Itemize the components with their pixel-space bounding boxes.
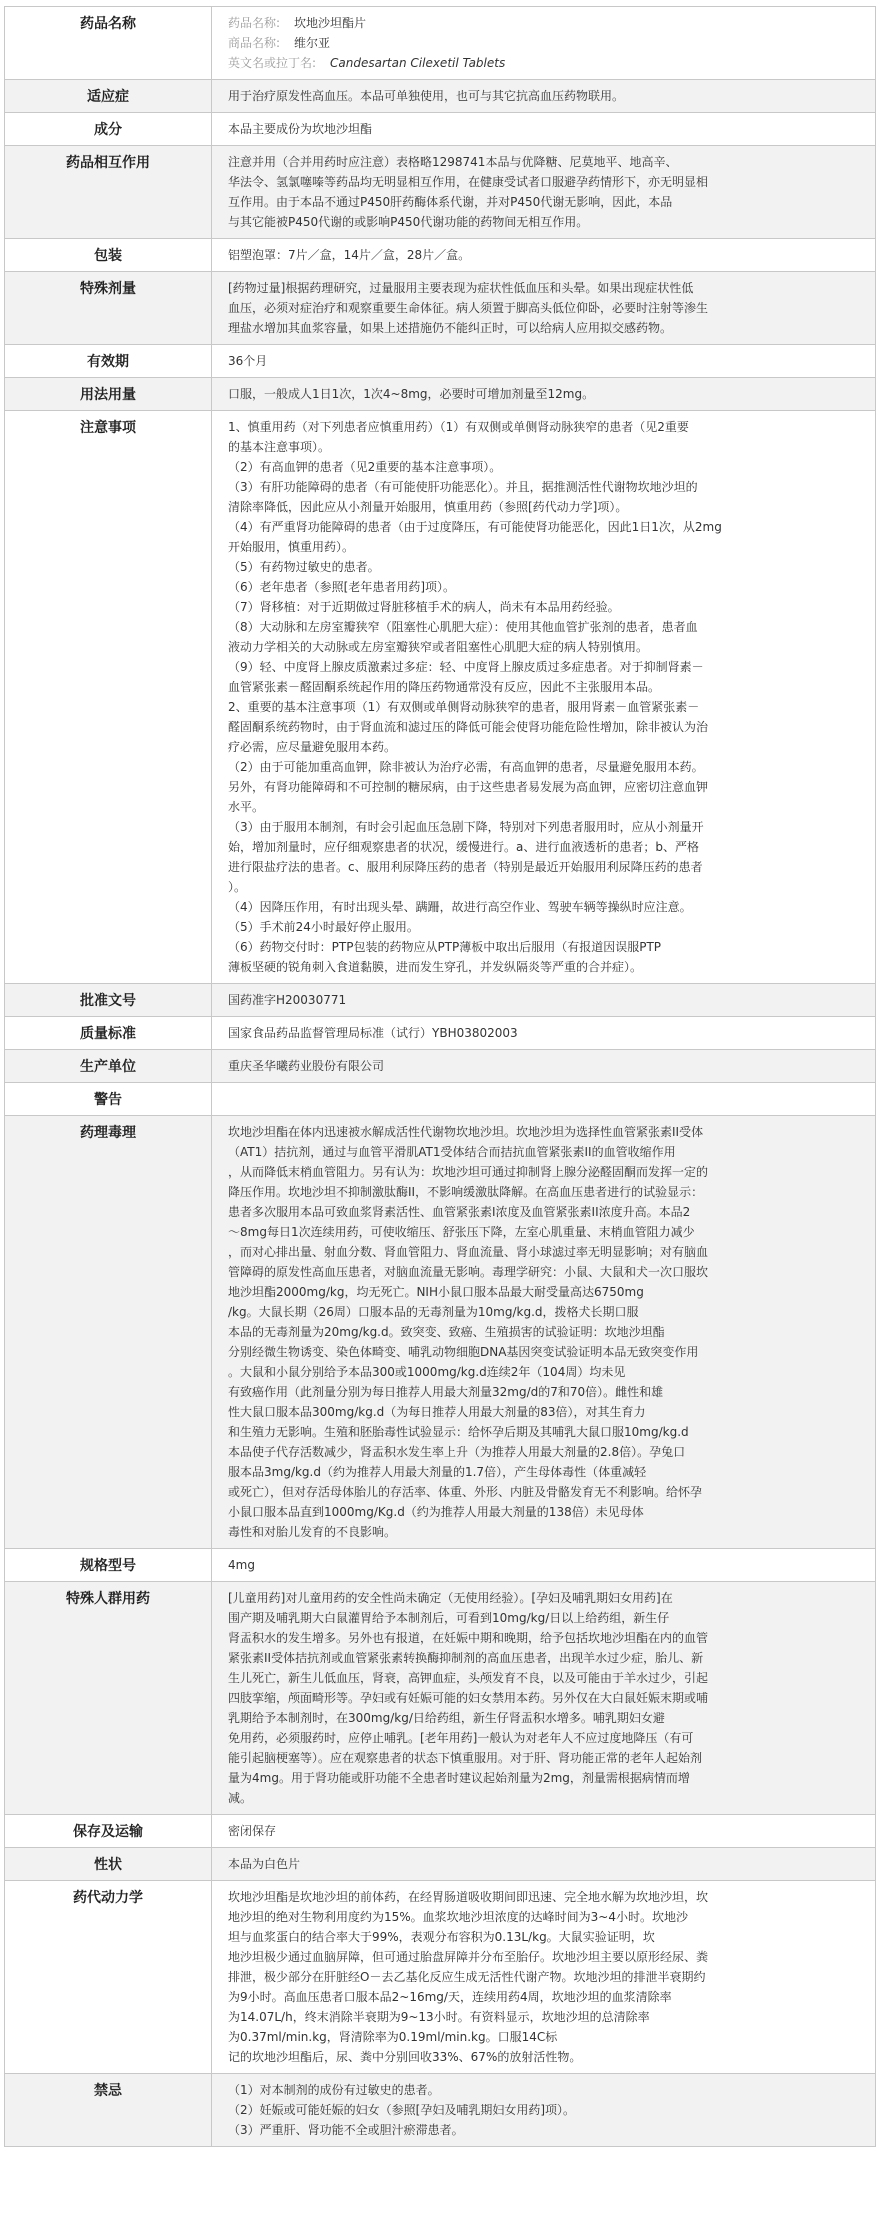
name-key: 英文名或拉丁名: [228,56,317,70]
text-line: （5）有药物过敏史的患者。 [228,560,380,574]
text-line: 减。 [228,1791,253,1805]
text-line: 记的坎地沙坦酯后，尿、粪中分别回收33%、67%的放射活性物。 [228,2050,582,2064]
text-line: 乳期给予本制剂时，在300mg/kg/日给药组，新生仔肾盂积水增多。哺乳期妇女避 [228,1711,665,1725]
row-value [212,80,876,113]
text-line: （1）对本制剂的成份有过敏史的患者。 [228,2083,440,2097]
text-line: 能引起脑梗塞等）。应在观察患者的状态下慎重服用。对于肝、肾功能正常的老年人起始剂 [228,1751,703,1765]
text-line: 地沙坦的绝对生物利用度约为15%。血浆坎地沙坦浓度的达峰时间为3~4小时。坎地沙 [228,1910,688,1924]
row-label: 禁忌 [5,2074,212,2147]
text-line: 水平。 [228,800,265,814]
row-label: 注意事项 [5,411,212,984]
text-line: （8）大动脉和左房室瓣狭窄（阻塞性心肌肥大症）：使用其他血管扩张剂的患者，患者血 [228,620,698,634]
spec-row-contraindications [5,2074,876,2147]
row-value [212,984,876,1017]
row-value [212,1017,876,1050]
row-value [212,1582,876,1815]
row-label: 特殊剂量 [5,272,212,345]
spec-row-pharmacokinetics [5,1881,876,2074]
text-line: 为14.07L/h，终末消除半衰期为9~13小时。有资料显示，坎地沙坦的总清除率 [228,2010,650,2024]
text-line: 本品的无毒剂量为20mg/kg.d。致突变、致癌、生殖损害的试验证明：坎地沙坦酯 [228,1325,665,1339]
row-label: 警告 [5,1083,212,1116]
text-line: 液动力学相关的大动脉或左房室瓣狭窄或者阻塞性心肌肥大症的病人特别慎用。 [228,640,649,654]
text-line: 或死亡），但对存活母体胎儿的存活率、体重、外形、内脏及骨骼发育无不利影响。给怀孕 [228,1485,703,1499]
name-line [228,53,867,73]
spec-row-dosage [5,378,876,411]
text-line: 与其它能被P450代谢的或影响P450代谢功能的药物间无相互作用。 [228,215,589,229]
row-value [212,1050,876,1083]
spec-row-approval [5,984,876,1017]
row-label: 适应症 [5,80,212,113]
spec-row-precautions [5,411,876,984]
spec-row-package [5,239,876,272]
text-line: 口服，一般成人1日1次，1次4~8mg，必要时可增加剂量至12mg。 [228,387,595,401]
drug-spec-table [4,6,876,2147]
text-line: 小鼠口服本品直到1000mg/Kg.d（约为推荐人用最大剂量的138倍）未见母体 [228,1505,644,1519]
text-line: 始，增加剂量时，应仔细观察患者的状况，缓慢进行。a、进行血液透析的患者；b、严格 [228,840,699,854]
text-line: 用于治疗原发性高血压。本品可单独使用，也可与其它抗高血压药物联用。 [228,89,625,103]
text-line: 坦与血浆蛋白的结合率大于99%，表观分布容积为0.13L/kg。大鼠实验证明，坎 [228,1930,655,1944]
row-value [212,1848,876,1881]
text-line: 为0.37ml/min.kg，肾清除率为0.19ml/min.kg。口服14C标 [228,2030,558,2044]
text-line: 密闭保存 [228,1824,277,1838]
text-line: （2）由于可能加重高血钾，除非被认为治疗必需，有高血钾的患者，尽量避免服用本药。 [228,760,704,774]
text-line: 分别经微生物诱变、染色体畸变、哺乳动物细胞DNA基因突变试验证明本品无致突变作用 [228,1345,699,1359]
row-label: 批准文号 [5,984,212,1017]
text-line: （9）轻、中度肾上腺皮质激素过多症：轻、中度肾上腺皮质过多症患者。对于抑制肾素－ [228,660,704,674]
text-line: 华法令、氢氯噻嗪等药品均无明显相互作用，在健康受试者口服避孕药情形下，亦无明显相 [228,175,709,189]
text-line: 地沙坦酯2000mg/kg，均无死亡。NIH小鼠口服本品最大耐受量高达6750mg [228,1285,644,1299]
text-line: 坎地沙坦酯是坎地沙坦的前体药，在经胃肠道吸收期间即迅速、完全地水解为坎地沙坦，坎 [228,1890,709,1904]
text-line: 本品使子代存活数减少，肾盂积水发生率上升（为推荐人用最大剂量的2.8倍）。孕兔口 [228,1445,686,1459]
spec-row-character [5,1848,876,1881]
text-line: 毒性和对胎儿发育的不良影响。 [228,1525,397,1539]
row-label: 规格型号 [5,1549,212,1582]
text-line: [药物过量]根据药理研究，过量服用主要表现为症状性低血压和头晕。如果出现症状性低 [228,281,694,295]
text-line: 坎地沙坦酯在体内迅速被水解成活性代谢物坎地沙坦。坎地沙坦为选择性血管紧张素II受体 [228,1125,704,1139]
spec-row-interactions [5,146,876,239]
text-line: 的基本注意事项）。 [228,440,331,454]
text-line: 国家食品药品监督管理局标准（试行）YBH03802003 [228,1026,518,1040]
text-line: 理盐水增加其血浆容量，如果上述措施仍不能纠正时，可以给病人应用拟交感药物。 [228,321,673,335]
text-line: ～8mg每日1次连续用药，可使收缩压、舒张压下降，左室心肌重量、末梢血管阻力减少 [228,1225,695,1239]
text-line: 开始服用，慎重用药）。 [228,540,355,554]
text-line: 重庆圣华曦药业股份有限公司 [228,1059,385,1073]
row-value [212,1815,876,1848]
text-line [228,1089,867,1109]
row-label: 药品名称 [5,7,212,80]
row-label: 保存及运输 [5,1815,212,1848]
text-line: 地沙坦极少通过血脑屏障，但可通过胎盘屏障并分布至胎仔。坎地沙坦主要以原形经尿、粪 [228,1950,709,1964]
spec-row-special-dosage [5,272,876,345]
row-label: 特殊人群用药 [5,1582,212,1815]
row-label: 包装 [5,239,212,272]
text-line: 疗必需，应尽量避免服用本药。 [228,740,397,754]
text-line: 另外，有肾功能障碍和不可控制的糖尿病，由于这些患者易发展为高血钾，应密切注意血钾 [228,780,709,794]
text-line: 和生殖力无影响。生殖和胚胎毒性试验显示：给怀孕后期及其哺乳大鼠口服10mg/kg.d [228,1425,689,1439]
text-line: （5）手术前24小时最好停止服用。 [228,920,419,934]
text-line: 4mg [228,1558,255,1572]
row-label: 用法用量 [5,378,212,411]
text-line: （7）肾移植：对于近期做过肾脏移植手术的病人，尚未有本品用药经验。 [228,600,620,614]
spec-row-drug-name [5,7,876,80]
text-line: 量为4mg。用于肾功能或肝功能不全患者时建议起始剂量为2mg，剂量需根据病情而增 [228,1771,690,1785]
text-line: （6）老年患者（参照[老年患者用药]项）。 [228,580,455,594]
text-line: 薄板坚硬的锐角刺入食道黏膜，进而发生穿孔，并发纵隔炎等严重的合并症）。 [228,960,643,974]
row-value [212,1116,876,1549]
name-line [228,13,867,33]
row-value [212,1881,876,2074]
text-line: ，而对心排出量、射血分数、肾血管阻力、肾血流量、肾小球滤过率无明显影响；对有脑血 [228,1245,709,1259]
text-line: 本品为白色片 [228,1857,301,1871]
text-line: （3）严重肝、肾功能不全或胆汁瘀滞患者。 [228,2123,464,2137]
text-line: /kg。大鼠长期（26周）口服本品的无毒剂量为10mg/kg.d，拨格犬长期口服 [228,1305,639,1319]
spec-row-special-population [5,1582,876,1815]
name-line [228,33,867,53]
text-line: ，从而降低末梢血管阻力。另有认为：坎地沙坦可通过抑制肾上腺分泌醛固酮而发挥一定的 [228,1165,709,1179]
text-line: （4）有严重肾功能障碍的患者（由于过度降压，有可能使肾功能恶化，因此1日1次，从2mg [228,520,722,534]
spec-row-indication [5,80,876,113]
text-line: 生儿死亡，新生儿低血压，肾衰，高钾血症，头颅发育不良，以及可能由于羊水过少，引起 [228,1671,709,1685]
text-line: 清除率降低，因此应从小剂量开始服用，慎重用药（参照[药代动力学]项）。 [228,500,628,514]
row-value [212,113,876,146]
text-line: 肾盂积水的发生增多。另外也有报道，在妊娠中期和晚期，给予包括坎地沙坦酯在内的血管 [228,1631,709,1645]
text-line: 患者多次服用本品可致血浆肾素活性、血管紧张素I浓度及血管紧张素II浓度升高。本品2 [228,1205,691,1219]
spec-row-ingredients [5,113,876,146]
text-line: （3）有肝功能障碍的患者（有可能使肝功能恶化）。并且，据推测活性代谢物坎地沙坦的 [228,480,698,494]
name-value: 坎地沙坦酯片 [294,16,367,30]
text-line: 免用药，必须服药时，应停止哺乳。[老年用药]一般认为对老年人不应过度地降压（有可 [228,1731,694,1745]
text-line: 铝塑泡罩：7片／盒，14片／盒，28片／盒。 [228,248,471,262]
row-label: 生产单位 [5,1050,212,1083]
text-line: ）。 [228,880,247,894]
row-label: 有效期 [5,345,212,378]
spec-row-spec [5,1549,876,1582]
name-value: 维尔亚 [294,36,331,50]
text-line: 2、重要的基本注意事项（1）有双侧或单侧肾动脉狭窄的患者，服用肾素－血管紧张素－ [228,700,700,714]
spec-row-storage [5,1815,876,1848]
spec-row-manufacturer [5,1050,876,1083]
spec-row-pharmacology [5,1116,876,1549]
text-line: （2）妊娠或可能妊娠的妇女（参照[孕妇及哺乳期妇女用药]项）。 [228,2103,576,2117]
text-line: [儿童用药]对儿童用药的安全性尚未确定（无使用经验）。[孕妇及哺乳期妇女用药]在 [228,1591,673,1605]
spec-row-validity [5,345,876,378]
row-label: 药品相互作用 [5,146,212,239]
row-label: 成分 [5,113,212,146]
text-line: 注意并用（合并用药时应注意）表格略1298741本品与优降糖、尼莫地平、地高辛、 [228,155,678,169]
row-label: 质量标准 [5,1017,212,1050]
row-value [212,411,876,984]
spec-row-standard [5,1017,876,1050]
row-value [212,1083,876,1116]
text-line: 排泄，极少部分在肝脏经O－去乙基化反应生成无活性代谢产物。坎地沙坦的排泄半衰期约 [228,1970,706,1984]
text-line: 紧张素II受体拮抗剂或血管紧张素转换酶抑制剂的高血压患者，出现羊水过少症，胎儿、新 [228,1651,704,1665]
text-line: 四肢挛缩，颅面畸形等。孕妇或有妊娠可能的妇女禁用本药。另外仅在大白鼠妊娠末期或哺 [228,1691,709,1705]
row-label: 药代动力学 [5,1881,212,2074]
row-value [212,1549,876,1582]
text-line: 国药准字H20030771 [228,993,347,1007]
text-line: 1、慎重用药（对下列患者应慎重用药）（1）有双侧或单侧肾动脉狭窄的患者（见2重要 [228,420,689,434]
text-line: 性大鼠口服本品300mg/kg.d（为每日推荐人用最大剂量的83倍），对其生育力 [228,1405,646,1419]
text-line: 血压，必须对症治疗和观察重要生命体征。病人须置于脚高头低位仰卧，必要时注射等渗生 [228,301,709,315]
row-value [212,239,876,272]
text-line: 本品主要成份为坎地沙坦酯 [228,122,373,136]
text-line: 。大鼠和小鼠分别给予本品300或1000mg/kg.d连续2年（104周）均未见 [228,1365,626,1379]
row-label: 性状 [5,1848,212,1881]
text-line: 围产期及哺乳期大白鼠灌胃给予本制剂后，可看到10mg/kg/日以上给药组，新生仔 [228,1611,670,1625]
text-line: 进行限盐疗法的患者。c、服用利尿降压药的患者（特别是最近开始服用利尿降压药的患者 [228,860,703,874]
text-line: （6）药物交付时：PTP包装的药物应从PTP薄板中取出后服用（有报道因误服PTP [228,940,662,954]
spec-row-warning [5,1083,876,1116]
text-line: 互作用。由于本品不通过P450肝药酶体系代谢，并对P450代谢无影响，因此，本品 [228,195,673,209]
name-key: 药品名称: [228,16,281,30]
row-value [212,2074,876,2147]
row-value [212,146,876,239]
row-value [212,272,876,345]
name-value: Candesartan Cilexetil Tablets [330,56,506,70]
text-line: （AT1）拮抗剂，通过与血管平滑肌AT1受体结合而拮抗血管紧张素II的血管收缩作用 [228,1145,676,1159]
row-value [212,345,876,378]
text-line: （2）有高血钾的患者（见2重要的基本注意事项）。 [228,460,502,474]
row-value [212,7,876,80]
row-label: 药理毒理 [5,1116,212,1549]
text-line: 服本品3mg/kg.d（约为推荐人用最大剂量的1.7倍），产生母体毒性（体重减轻 [228,1465,647,1479]
text-line: 管障碍的原发性高血压患者，对脑血流量无影响。毒理学研究：小鼠、大鼠和犬一次口服坎 [228,1265,709,1279]
text-line: 醛固酮系统药物时，由于肾血流和滤过压的降低可能会使肾功能危险性增加，除非被认为治 [228,720,709,734]
text-line: （4）因降压作用，有时出现头晕、蹒跚，故进行高空作业、驾驶车辆等操纵时应注意。 [228,900,692,914]
text-line: 血管紧张素－醛固酮系统起作用的降压药物通常没有反应，因此不主张服用本品。 [228,680,661,694]
text-line: 36个月 [228,354,268,368]
text-line: 有致癌作用（此剂量分别为每日推荐人用最大剂量32mg/d的7和70倍）。雌性和雄 [228,1385,664,1399]
text-line: 为9小时。高血压患者口服本品2~16mg/天，连续用药4周，坎地沙坦的血浆清除率 [228,1990,672,2004]
row-value [212,378,876,411]
text-line: （3）由于服用本制剂，有时会引起血压急剧下降，特别对下列患者服用时，应从小剂量开 [228,820,704,834]
text-line: 降压作用。坎地沙坦不抑制激肽酶II，不影响缓激肽降解。在高血压患者进行的试验显示： [228,1185,704,1199]
name-key: 商品名称: [228,36,281,50]
